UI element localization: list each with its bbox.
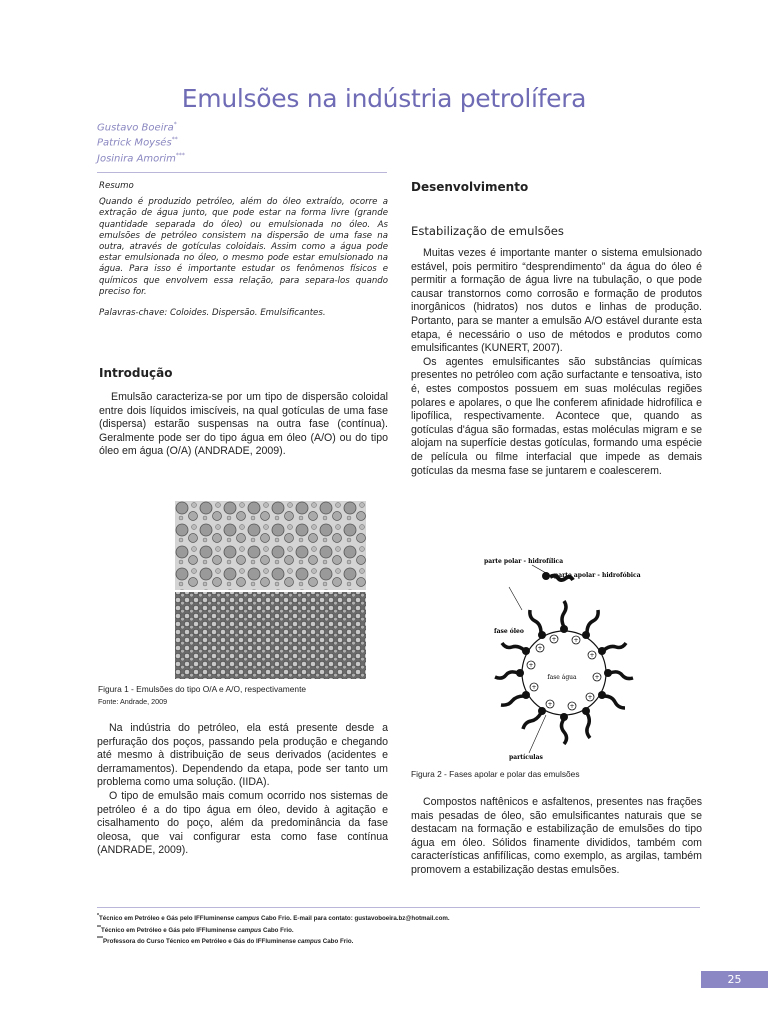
intro-paragraph-continued: Na indústria do petróleo, ela está presente desde a perfuração dos poços, passando pela produção e chegando até mesmo à distribuição de seus derivados (acidentes e derramamentos). Dependendo da etapa, pode ser tanto um problema como uma solução. (IIDA). O tipo de emulsão mais comum ocorrido nos sistemas de petróleo é a do tipo água em óleo, devido à agitação e cisalhamento do poço, além da predominância da fase oleosa, que vai configurar esta como fase contínua (ANDRADE, 2009).: [97, 722, 388, 857]
development-paragraphs: Muitas vezes é importante manter o sistema emulsionado estável, pois permitiro “desprendimento” da água do óleo é permitir a formação de água livre na tubulação, o que pode causar transtornos como corrosão e formação de produtos inorgânicos (hidratos) nos dutos e linhas de produção. Portanto, para se manter a emulsão A/O estável durante esta etapa, é necessário o uso de métodos e produtos como emulsificantes (KUNERT, 2007). Os agentes emulsificantes são substâncias químicas presentes no petróleo com ação surfactante e tensoativa, isto é, estes compostos possuem em suas moléculas regiões polares e apolares, o que lhe conferem afinidade hidrofílica e lipofílica, respectivamente. Acontece que, quando as gotículas d'água são formadas, estas moléculas migram e se alojam na superfície destas gotículas, formando uma espécie de película ou filme interfacial que impede as demais gotículas da mesma fase se juntarem e coalescerem.: [411, 247, 702, 477]
stabilization-subheading: Estabilização de emulsões: [411, 224, 564, 238]
footnote: **Técnico em Petróleo e Gás pelo IFFluminense campus Cabo Frio.: [97, 924, 294, 934]
intro-paragraph: Emulsão caracteriza-se por um tipo de dispersão coloidal entre dois líquidos imiscíveis, na qual gotículas de uma fase (dispersa) estarão suspensas na outra fase (contínua). Geralmente pode ser do tipo água em óleo (A/O) ou do tipo óleo em água (O/A) (ANDRADE, 2009).: [99, 391, 388, 458]
svg-text:+: +: [573, 637, 579, 644]
figure-2-caption: Figura 2 - Fases apolar e polar das emulsões: [411, 769, 580, 779]
development-paragraph-continued: Compostos naftênicos e asfaltenos, presentes nas frações mais pesadas de óleo, são emulsificantes naturais que se destacam na formação e estabilização de emulsões do tipo água em óleo. Sólidos finamente divididos, também com características anfifílicas, como exemplo, as argilas, também promovem a estabilização destas emulsões.: [411, 796, 702, 876]
abstract-top-rule: [97, 172, 387, 173]
polar-pointer: [532, 565, 546, 573]
svg-text:+: +: [594, 674, 600, 681]
water-droplet: [495, 601, 633, 744]
development-heading: Desenvolvimento: [411, 180, 529, 194]
apolar-part-label: parte apolar - hidrofóbica: [554, 572, 641, 579]
svg-text:+: +: [587, 694, 593, 701]
footnote: *Técnico em Petróleo e Gás pelo IFFluminense campus Cabo Frio. E-mail para contato: gustavoboeira.bz@hotmail.com.: [97, 913, 450, 923]
footnotes: [97, 912, 450, 947]
abstract: [99, 181, 388, 319]
author: Josinira Amorim***: [97, 151, 185, 164]
svg-text:+: +: [531, 684, 537, 691]
author-list: [97, 119, 185, 165]
figure-2-surfactant-diagram: [454, 555, 674, 765]
footnote-rule: [97, 907, 700, 908]
svg-text:+: +: [537, 645, 543, 652]
svg-text:+: +: [551, 636, 557, 643]
oil-phase-label: fase óleo: [494, 628, 524, 635]
oil-pointer: [509, 587, 522, 610]
author: Patrick Moysés**: [97, 136, 178, 149]
page-number: 25: [701, 971, 768, 988]
figure-1-micrographs: [175, 501, 366, 679]
footnote: ***Professora do Curso Técnico em Petróleo e Gás do IFFluminense campus Cabo Frio.: [97, 936, 354, 946]
surfactant-head: [542, 572, 550, 580]
svg-text:+: +: [569, 703, 575, 710]
svg-text:+: +: [589, 652, 595, 659]
a-o-micrograph: [175, 592, 366, 679]
intro-heading: Introdução: [99, 366, 173, 380]
author: Gustavo Boeira*: [97, 121, 177, 134]
abstract-heading: Resumo: [99, 181, 134, 191]
figure-1-caption: Figura 1 - Emulsões do tipo O/A e A/O, respectivamente: [98, 684, 307, 694]
polar-part-label: parte polar - hidrofílica: [484, 558, 564, 565]
water-phase-label: fase água: [547, 674, 577, 681]
svg-text:+: +: [547, 701, 553, 708]
particles-label: partículas: [509, 754, 543, 761]
o-a-micrograph: [175, 501, 366, 590]
abstract-text: Quando é produzido petróleo, além do óleo extraído, ocorre a extração de água junto, que pode estar na forma livre (grande quantidade separada do óleo) ou emulsionada no óleo. As emulsões de petróleo consistem na dispersão de uma fase na outra, através de gotículas coloidais. Assim como a água pode estar emulsionada no óleo, o mesmo pode estar emulsionado na água. Para isso é importante estudar os fenômenos físicos e químicos que envolvem essa relação, para separa-los quando preciso for.: [99, 197, 388, 297]
article-title: Emulsões na indústria petrolífera: [181, 84, 587, 113]
keywords: Palavras-chave: Coloides. Dispersão. Emulsificantes.: [99, 308, 326, 319]
svg-text:+: +: [528, 662, 534, 669]
figure-1-source: Fonte: Andrade, 2009: [98, 697, 168, 706]
